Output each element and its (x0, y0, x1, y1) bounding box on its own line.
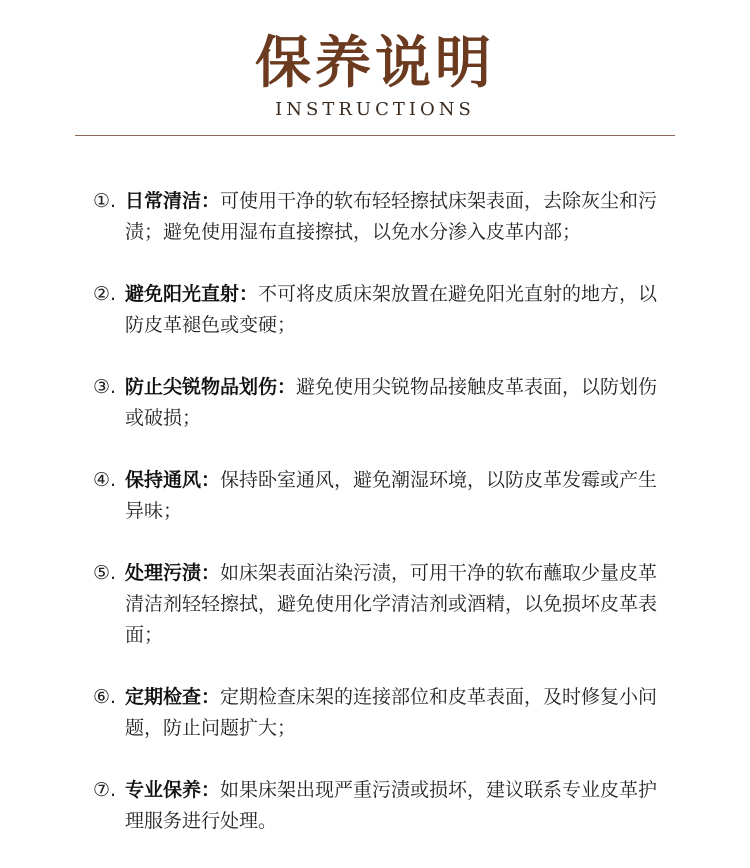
page-title: 保养说明 (255, 31, 495, 96)
instruction-number: ④. (93, 469, 117, 491)
instruction-item-4 (93, 465, 673, 527)
instruction-text: 可使用干净的软布轻轻擦拭床架表面，去除灰尘和污渍；避免使用湿布直接擦拭，以免水分渗入皮革内部； (125, 190, 658, 243)
instruction-item-3 (93, 372, 673, 434)
instruction-item-7 (93, 775, 673, 837)
instruction-number: ⑦. (93, 779, 117, 801)
instruction-text: 不可将皮质床架放置在避免阳光直射的地方，以防皮革褪色或变硬； (125, 283, 658, 336)
instruction-body (125, 682, 673, 744)
instruction-heading: 防止尖锐物品划伤： (125, 376, 297, 398)
instruction-text: 保持卧室通风，避免潮湿环境，以防皮革发霉或产生异味； (125, 469, 658, 522)
instruction-heading: 处理污渍： (125, 562, 221, 584)
instruction-number: ⑤. (93, 562, 117, 584)
instruction-item-6 (93, 682, 673, 744)
instruction-body (125, 372, 673, 434)
instruction-body (125, 558, 673, 651)
instruction-body (125, 279, 673, 341)
instruction-text: 避免使用尖锐物品接触皮革表面，以防划伤或破损； (125, 376, 658, 429)
instruction-item-2 (93, 279, 673, 341)
instruction-item-5 (93, 558, 673, 651)
instruction-heading: 保持通风： (125, 469, 221, 491)
instruction-heading: 避免阳光直射： (125, 283, 259, 305)
instruction-number: ⑥. (93, 686, 117, 708)
instruction-body (125, 775, 673, 837)
instruction-number: ②. (93, 283, 117, 305)
instruction-body (125, 465, 673, 527)
header-divider (75, 135, 675, 136)
instruction-text: 如果床架出现严重污渍或损坏，建议联系专业皮革护理服务进行处理。 (125, 779, 658, 832)
instruction-body (125, 186, 673, 248)
instruction-text: 如床架表面沾染污渍，可用干净的软布蘸取少量皮革清洁剂轻轻擦拭，避免使用化学清洁剂或酒精，以免损坏皮革表面； (125, 562, 658, 646)
page-subtitle: INSTRUCTIONS (275, 99, 475, 120)
instruction-heading: 日常清洁： (125, 190, 221, 212)
instruction-list (93, 186, 673, 868)
instruction-item-1 (93, 186, 673, 248)
instruction-heading: 专业保养： (125, 779, 221, 801)
instruction-number: ③. (93, 376, 117, 398)
instruction-heading: 定期检查： (125, 686, 221, 708)
instruction-number: ①. (93, 190, 117, 212)
instruction-text: 定期检查床架的连接部位和皮革表面，及时修复小问题，防止问题扩大； (125, 686, 658, 739)
